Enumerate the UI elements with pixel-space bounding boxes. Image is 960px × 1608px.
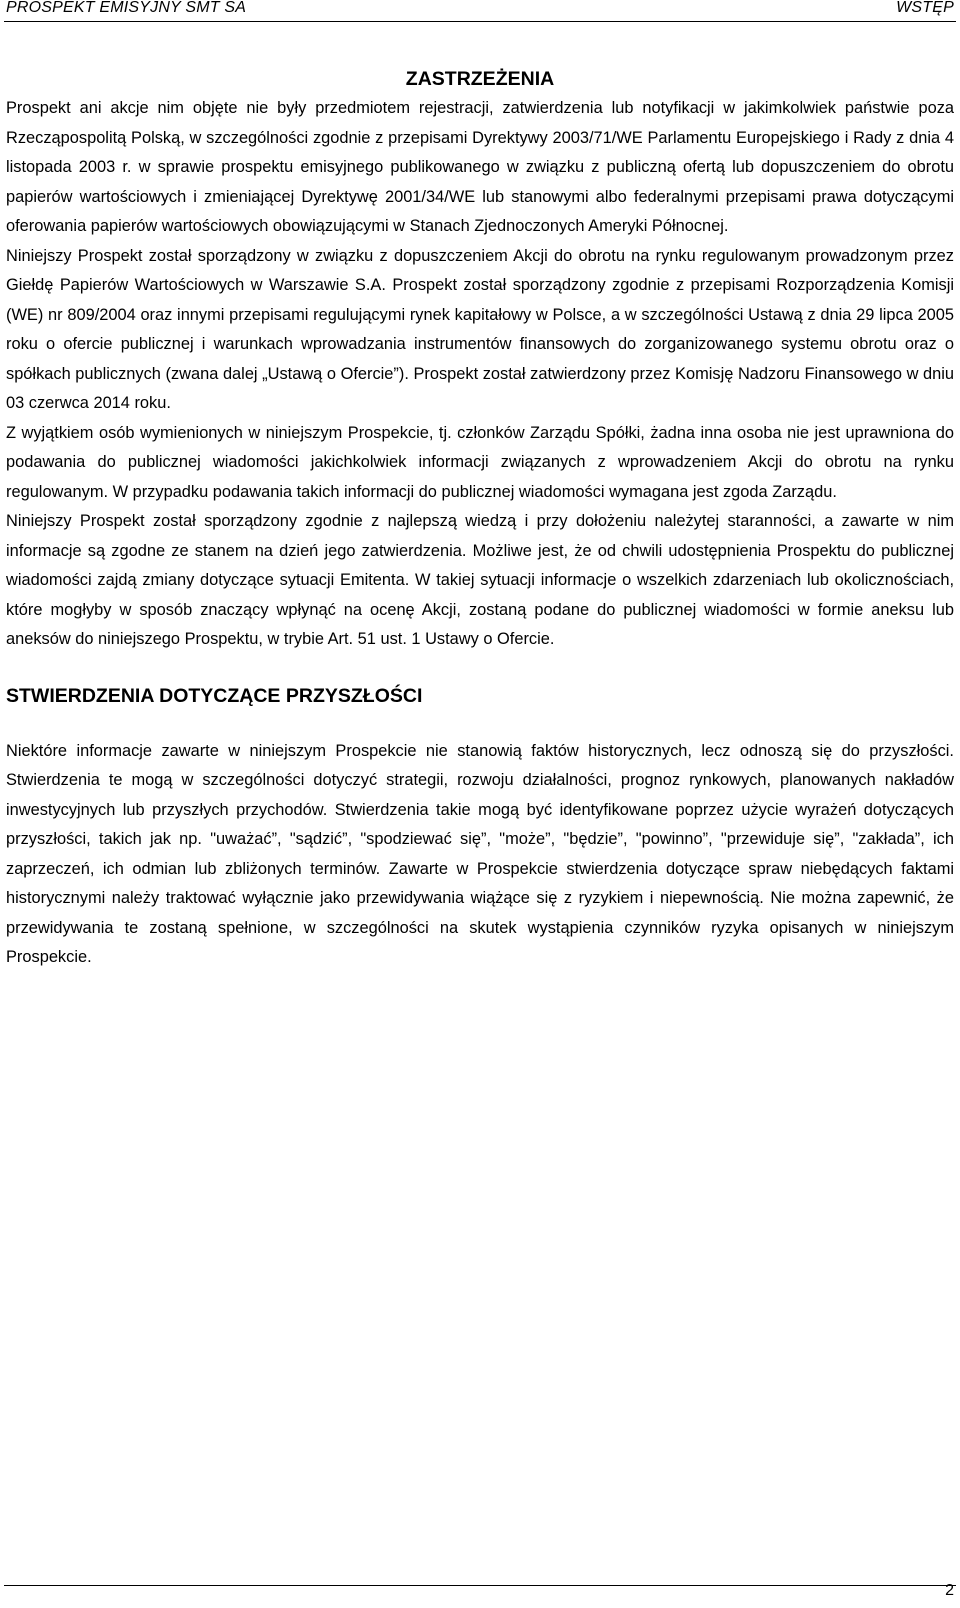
paragraph: Niniejszy Prospekt został sporządzony zgodnie z najlepszą wiedzą i przy dołożeniu należytej staranności, a zawarte w nim informacje są zgodne ze stanem na dzień jego zatwierdzenia. Możliwe jest, że od chwili udostępnienia Prospektu do publicznej wiadomości zajdą zmiany dotyczące sytuacji Emitenta. W takiej sytuacji informacje o wszelkich zdarzeniach lub okolicznościach, które mogłyby w sposób znaczący wpłynąć na ocenę Akcji, zostaną podane do publicznej wiadomości w formie aneksu lub aneksów do niniejszego Prospektu, w trybie Art. 51 ust. 1 Ustawy o Ofercie. — [6, 512, 954, 648]
page-header — [0, 0, 960, 22]
document-title: PROSPEKT EMISYJNY SMT SA — [6, 0, 247, 16]
paragraph: Niektóre informacje zawarte w niniejszym Prospekcie nie stanowią faktów historycznych, lecz odnoszą się do przyszłości. Stwierdzenia te mogą w szczególności dotyczyć strategii, rozwoju działalności, prognoz rynkowych, planowanych nakładów inwestycyjnych lub przyszłych przychodów. Stwierdzenia takie mogą być identyfikowane poprzez użycie wyrażeń dotyczących przyszłości, takich jak np. "uważać”, "sądzić”, "spodziewać się”, "może”, "będzie”, "powinno”, "przewiduje się”, "zakłada”, ich zaprzeczeń, ich odmian lub zbliżonych terminów. Zawarte w Prospekcie stwierdzenia dotyczące spraw niebędących faktami historycznymi należy traktować wyłącznie jako przewidywania wiążące się z ryzykiem i niepewnością. Nie można zapewnić, że przewidywania te zostaną spełnione, w szczególności na skutek wystąpienia czynników ryzyka opisanych w niniejszym Prospekcie. — [6, 741, 954, 966]
paragraph: Prospekt ani akcje nim objęte nie były przedmiotem rejestracji, zatwierdzenia lub notyfikacji w jakimkolwiek państwie poza Rzecząpospolitą Polską, w szczególności zgodnie z przepisami Dyrektywy 2003/71/WE Parlamentu Europejskiego i Rady z dnia 4 listopada 2003 r. w sprawie prospektu emisyjnego publikowanego w związku z publiczną ofertą lub dopuszczeniem do obrotu papierów wartościowych i zmieniającej Dyrektywę 2001/34/WE lub stanowymi albo federalnymi przepisami prawa dotyczącymi oferowania papierów wartościowych obowiązującymi w Stanach Zjednoczonych Ameryki Północnej. — [6, 99, 954, 235]
section-body-forward-looking — [6, 737, 954, 973]
section-title-disclaimers: ZASTRZEŻENIA — [405, 68, 555, 90]
section-body-disclaimers — [6, 94, 954, 655]
footer-divider — [4, 1585, 956, 1586]
page-content — [6, 64, 954, 973]
section-title-forward-looking: STWIERDZENIA DOTYCZĄCE PRZYSZŁOŚCI — [6, 684, 423, 707]
chapter-title: WSTĘP — [896, 0, 954, 16]
header-divider — [4, 21, 956, 22]
paragraph: Z wyjątkiem osób wymienionych w niniejszym Prospekcie, tj. członków Zarządu Spółki, żadna inna osoba nie jest uprawniona do podawania do publicznej wiadomości jakichkolwiek informacji związanych z wprowadzeniem Akcji do obrotu na rynku regulowanym. W przypadku podawania takich informacji do publicznej wiadomości wymagana jest zgoda Zarządu. — [6, 423, 954, 501]
page-number: 2 — [945, 1582, 954, 1599]
paragraph: Niniejszy Prospekt został sporządzony w związku z dopuszczeniem Akcji do obrotu na rynku regulowanym prowadzonym przez Giełdę Papierów Wartościowych w Warszawie S.A. Prospekt został sporządzony zgodnie z przepisami Rozporządzenia Komisji (WE) nr 809/2004 oraz innymi przepisami regulującymi rynek kapitałowy w Polsce, a w szczególności Ustawą z dnia 29 lipca 2005 roku o ofercie publicznej i warunkach wprowadzania instrumentów finansowych do zorganizowanego systemu obrotu oraz o spółkach publicznych (zwana dalej „Ustawą o Ofercie”). Prospekt został zatwierdzony przez Komisję Nadzoru Finansowego w dniu 03 czerwca 2014 roku. — [6, 246, 954, 412]
page-footer — [0, 1560, 960, 1608]
